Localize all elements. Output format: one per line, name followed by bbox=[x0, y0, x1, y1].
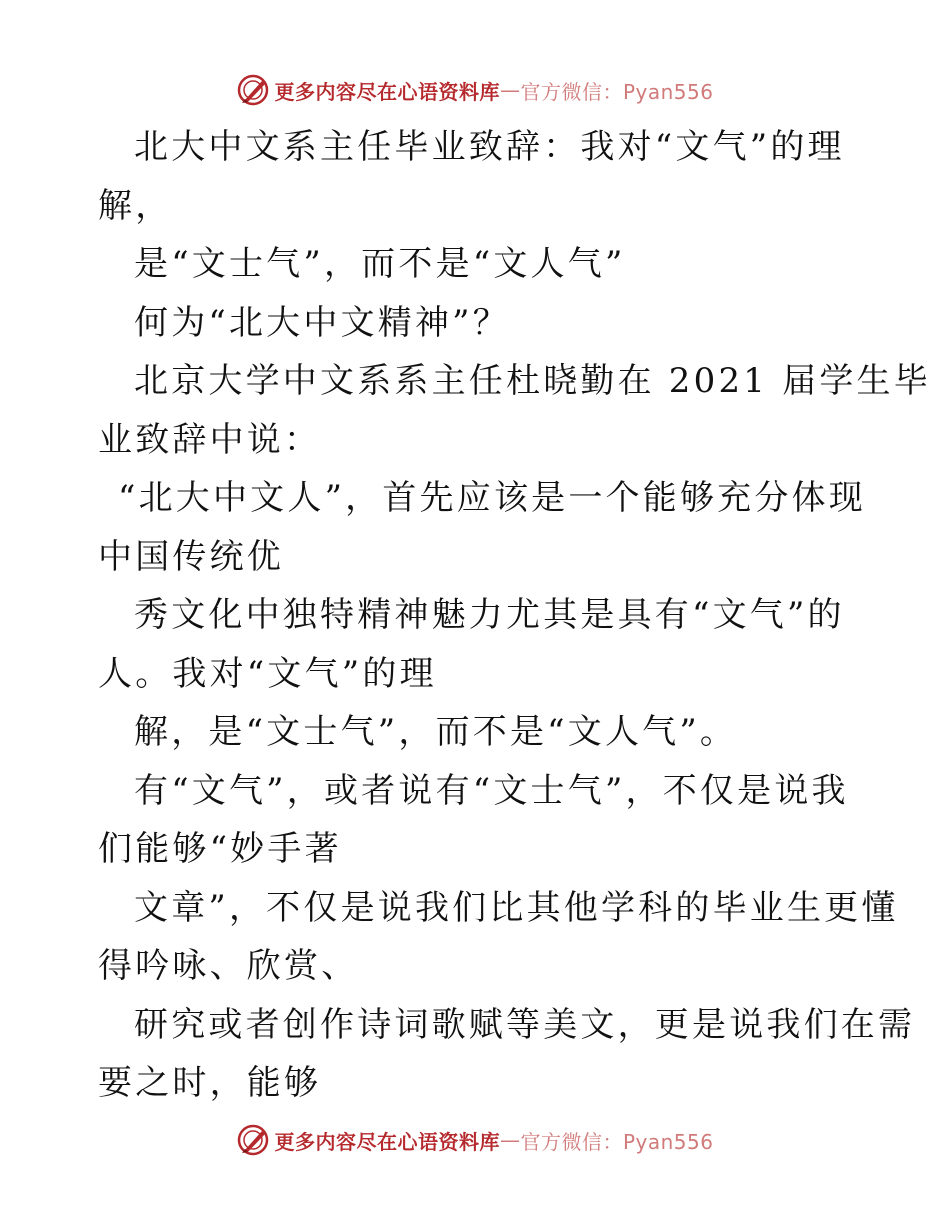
banner-wechat: 官方微信：Pyan556 bbox=[520, 1129, 714, 1154]
banner-wechat: 官方微信：Pyan556 bbox=[520, 79, 714, 104]
text-line: 中国传统优 bbox=[98, 536, 284, 577]
text-line: 业致辞中说： bbox=[98, 419, 322, 460]
text-line: 要之时，能够 bbox=[98, 1063, 322, 1103]
text-line: 得吟咏、欣赏、 bbox=[98, 946, 359, 986]
text-line: 秀文化中独特精神魅力尤其是具有“文气”的 bbox=[134, 595, 845, 635]
text-line: 们能够“妙手著 bbox=[98, 829, 342, 869]
text-line: 人。我对“文气”的理 bbox=[98, 653, 437, 694]
banner-title: 更多内容尽在心语资料库 bbox=[274, 79, 500, 104]
text-line: 有“文气”，或者说有“文士气”，不仅是说我 bbox=[134, 770, 849, 811]
text-line: “北大中文人”，首先应该是一个能够充分体现 bbox=[118, 478, 866, 518]
text-line: 何为“北大中文精神”？ bbox=[134, 302, 510, 343]
text-line: 解， bbox=[98, 185, 173, 226]
text-line: 解，是“文士气”，而不是“文人气”。 bbox=[134, 712, 738, 752]
text-line: 北大中文系主任毕业致辞：我对“文气”的理 bbox=[134, 127, 845, 167]
text-line: 北京大学中文系系主任杜晓勤在 2021 届学生毕 bbox=[134, 361, 931, 401]
banner-separator: — bbox=[499, 1128, 521, 1152]
pen-logo-icon bbox=[236, 1123, 270, 1157]
text-line: 研究或者创作诗词歌赋等美文，更是说我们在需 bbox=[134, 1004, 916, 1045]
footer-banner bbox=[0, 1120, 950, 1160]
text-line: 文章”，不仅是说我们比其他学科的毕业生更懂 bbox=[134, 887, 899, 928]
banner-title: 更多内容尽在心语资料库 bbox=[274, 1129, 500, 1154]
banner-separator: — bbox=[499, 78, 521, 102]
pen-logo-icon bbox=[236, 73, 270, 107]
text-line: 是“文士气”，而不是“文人气” bbox=[134, 244, 626, 284]
document-body bbox=[98, 118, 931, 1113]
header-banner bbox=[0, 70, 950, 110]
